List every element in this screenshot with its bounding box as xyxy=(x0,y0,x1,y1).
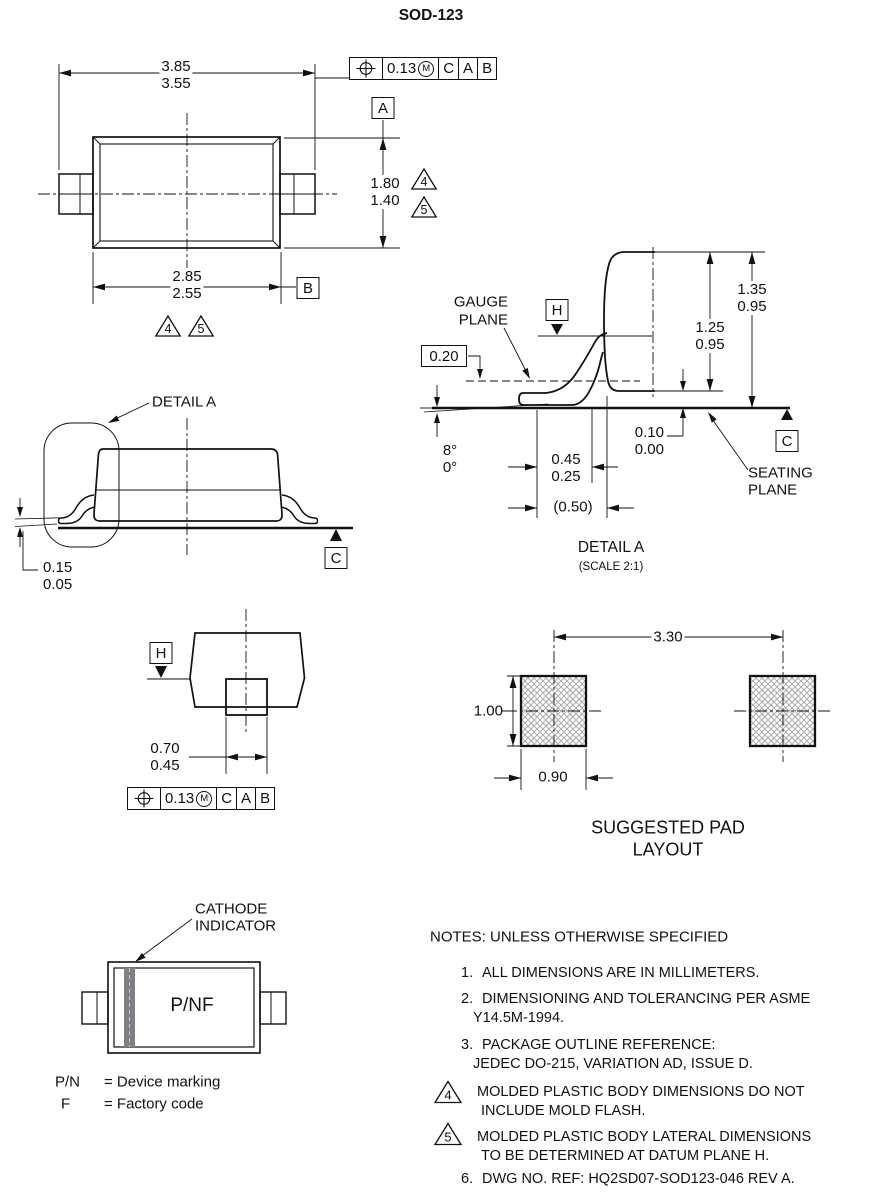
fcf-tolerance xyxy=(160,788,216,809)
cathode-indicator-label: INDICATOR xyxy=(195,917,277,935)
dim-overall-thickness: 1.35 0.95 xyxy=(737,281,767,315)
side-view-arrowheads xyxy=(17,416,342,542)
note-marker: 2. xyxy=(461,991,474,1007)
note-line: DWG NO. REF: HQ2SD07-SOD123-046 REV A. xyxy=(482,1171,795,1187)
datum-h-box: H xyxy=(150,642,173,664)
note-line: PACKAGE OUTLINE REFERENCE: xyxy=(482,1037,716,1053)
pad-layout-caption: LAYOUT xyxy=(632,839,704,860)
svg-text:5: 5 xyxy=(197,322,205,336)
note-line: ALL DIMENSIONS ARE IN MILLIMETERS. xyxy=(482,965,760,981)
note-marker: 1. xyxy=(461,965,474,981)
fcf-tolerance xyxy=(382,58,438,79)
marking-view xyxy=(82,919,286,1053)
mmc-modifier-icon: M xyxy=(196,791,212,807)
flag-note-5 xyxy=(187,315,215,338)
dim-lead-angle: 8° 0° xyxy=(442,442,458,476)
datum-c-box: C xyxy=(325,547,348,569)
feature-control-frame-top xyxy=(349,57,497,80)
detail-a-scale: (SCALE 2:1) xyxy=(578,561,644,573)
dim-gauge-offset-box: 0.20 xyxy=(421,345,467,367)
note-line: MOLDED PLASTIC BODY DIMENSIONS DO NOT xyxy=(477,1084,805,1100)
note-marker: 6. xyxy=(461,1171,474,1187)
side-view xyxy=(15,403,353,570)
notes-header: NOTES: UNLESS OTHERWISE SPECIFIED xyxy=(430,928,729,946)
note-line: INCLUDE MOLD FLASH. xyxy=(481,1103,646,1119)
note-line: DIMENSIONING AND TOLERANCING PER ASME xyxy=(482,991,811,1007)
note-line: Y14.5M-1994. xyxy=(473,1010,565,1026)
flag-note-5 xyxy=(410,196,438,219)
note-flag-5 xyxy=(433,1122,463,1146)
datum-b-box: B xyxy=(297,277,320,299)
fcf-tolerance-value: 0.13 xyxy=(165,790,195,807)
dim-overall-width: 3.85 3.55 xyxy=(161,58,191,92)
dim-pad-width: 0.90 xyxy=(538,768,568,786)
position-symbol-icon xyxy=(350,58,382,79)
note-line: JEDEC DO-215, VARIATION AD, ISSUE D. xyxy=(473,1056,753,1072)
seating-plane-label: SEATING xyxy=(748,464,813,482)
dim-standoff: 0.10 0.00 xyxy=(634,424,664,458)
dim-body-thickness: 1.25 0.95 xyxy=(695,319,725,353)
seating-plane-label: PLANE xyxy=(748,481,798,499)
fcf-datum-c: C xyxy=(216,788,236,809)
legend-value: = Device marking xyxy=(104,1073,221,1091)
mmc-modifier-icon: M xyxy=(418,61,434,77)
svg-text:5: 5 xyxy=(444,1129,452,1145)
fcf-datum-b: B xyxy=(477,58,496,79)
datum-c-box: C xyxy=(776,430,799,452)
fcf-datum-b: B xyxy=(255,788,274,809)
datum-h-box: H xyxy=(546,299,569,321)
legend-value: = Factory code xyxy=(104,1095,204,1113)
page-title: SOD-123 xyxy=(398,7,464,24)
dim-pad-pitch: 3.30 xyxy=(653,628,683,646)
dim-body-width: 2.85 2.55 xyxy=(172,268,202,302)
flag-note-4 xyxy=(410,168,438,191)
svg-text:4: 4 xyxy=(420,175,428,189)
legend-key: P/N xyxy=(55,1073,81,1091)
fcf-datum-c: C xyxy=(438,58,458,79)
dim-lead-thickness: 0.15 0.05 xyxy=(43,559,73,593)
device-marking-text: P/NF xyxy=(170,995,214,1016)
svg-text:4: 4 xyxy=(164,322,172,336)
dim-foot-length: 0.45 0.25 xyxy=(551,451,581,485)
dim-lead-width: 0.70 0.45 xyxy=(150,740,180,774)
gauge-plane-label: PLANE xyxy=(458,311,508,329)
top-view-arrowheads xyxy=(59,70,386,291)
detail-a-caption: DETAIL A xyxy=(577,539,645,556)
note-flag-4 xyxy=(433,1080,463,1104)
svg-text:4: 4 xyxy=(444,1087,452,1103)
detail-a-callout-label: DETAIL A xyxy=(152,393,217,411)
top-view xyxy=(38,64,400,304)
gauge-plane-label: GAUGE xyxy=(453,293,508,311)
legend-key: F xyxy=(61,1095,71,1113)
fcf-datum-a: A xyxy=(236,788,255,809)
pad-layout xyxy=(494,630,832,790)
fcf-tolerance-value: 0.13 xyxy=(387,60,417,77)
dim-body-height: 1.80 1.40 xyxy=(370,175,400,209)
dim-pad-height: 1.00 xyxy=(473,702,503,720)
note-marker: 3. xyxy=(461,1037,474,1053)
cathode-band xyxy=(124,968,135,1047)
cathode-indicator-label: CATHODE xyxy=(195,900,268,918)
dim-foot-ref: (0.50) xyxy=(553,498,593,516)
fcf-datum-a: A xyxy=(458,58,477,79)
svg-text:5: 5 xyxy=(420,203,428,217)
position-symbol-icon xyxy=(128,788,160,809)
note-line: TO BE DETERMINED AT DATUM PLANE H. xyxy=(481,1148,770,1164)
flag-note-4 xyxy=(154,315,182,338)
pad-layout-caption: SUGGESTED PAD xyxy=(591,817,745,838)
feature-control-frame-bottom xyxy=(127,787,275,810)
note-line: MOLDED PLASTIC BODY LATERAL DIMENSIONS xyxy=(477,1129,812,1145)
datum-a-box: A xyxy=(372,97,395,119)
